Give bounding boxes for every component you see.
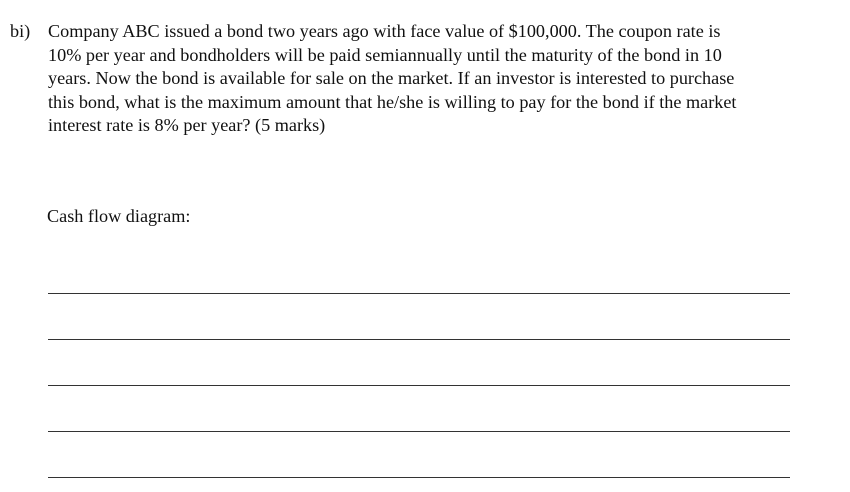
question-line-3: years. Now the bond is available for sale on the market. If an investor is interested to purchase	[48, 68, 735, 88]
question-line-4: this bond, what is the maximum amount that he/she is willing to pay for the bond if the market	[48, 91, 737, 112]
question-line-5: interest rate is 8% per year? (5 marks)	[48, 115, 326, 135]
answer-line-2[interactable]	[48, 339, 790, 340]
answer-line-5[interactable]	[48, 477, 790, 478]
question-line-2: 10% per year and bondholders will be paid semiannually until the maturity of the bond in 10	[48, 44, 722, 65]
question-number: bi)	[10, 21, 31, 41]
question-line-1: Company ABC issued a bond two years ago with face value of $100,000. The coupon rate is	[48, 21, 721, 41]
answer-line-4[interactable]	[48, 431, 790, 432]
cash-flow-diagram-label: Cash flow diagram:	[47, 206, 191, 226]
question-text	[48, 20, 810, 138]
answer-line-3[interactable]	[48, 385, 790, 386]
question-block	[10, 20, 810, 138]
answer-line-1[interactable]	[48, 293, 790, 294]
